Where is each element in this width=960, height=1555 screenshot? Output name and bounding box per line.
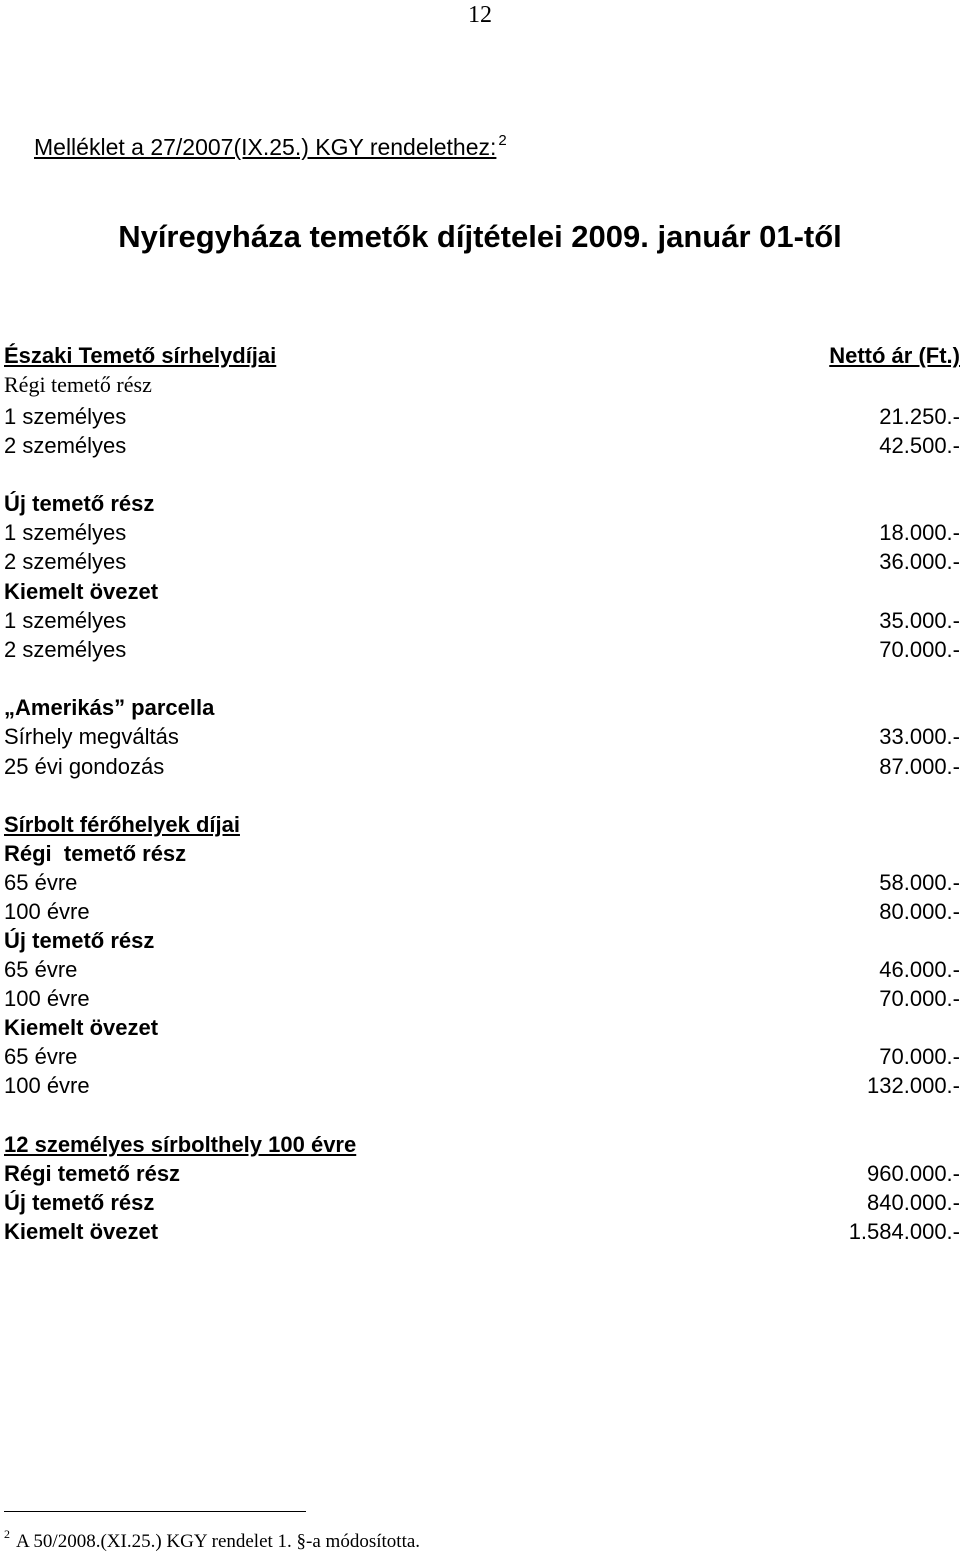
- subsection-label: Kiemelt övezet: [4, 579, 159, 604]
- item-label: 100 évre: [4, 899, 90, 924]
- item-label: 100 évre: [4, 1073, 90, 1098]
- price-row: [4, 1217, 960, 1246]
- section-heading: Északi Temető sírhelydíjai: [4, 343, 277, 368]
- item-price: 46.000.-: [879, 957, 960, 982]
- subsection-label: Új temető rész: [4, 491, 155, 516]
- subsection-label: Régi temető rész: [4, 841, 187, 866]
- item-price: 960.000.-: [867, 1161, 960, 1186]
- section-header-row: [4, 1130, 960, 1159]
- item-price: 87.000.-: [879, 754, 960, 779]
- price-row: [4, 402, 960, 431]
- item-label: 2 személyes: [4, 433, 127, 458]
- price-column-header: Nettó ár (Ft.): [829, 343, 960, 368]
- footnote-reference-mark: 2: [498, 132, 507, 149]
- price-row: [4, 1042, 960, 1071]
- subsection-row: [4, 693, 960, 722]
- price-row: [4, 1071, 960, 1100]
- price-row: [4, 752, 960, 781]
- section-header-row: [4, 810, 960, 839]
- item-label: 100 évre: [4, 986, 90, 1011]
- item-label: 2 személyes: [4, 637, 127, 662]
- price-row: [4, 1188, 960, 1217]
- subsection-label: Kiemelt övezet: [4, 1015, 159, 1040]
- item-label: Sírhely megváltás: [4, 724, 179, 749]
- item-price: 70.000.-: [879, 1044, 960, 1069]
- section-heading: Sírbolt férőhelyek díjai: [4, 812, 240, 837]
- footnote-separator: [4, 1511, 306, 1512]
- price-row: [4, 984, 960, 1013]
- footnote-mark: 2: [4, 1527, 10, 1541]
- price-row: [4, 868, 960, 897]
- subsection-label: „Amerikás” parcella: [4, 695, 215, 720]
- item-price: 35.000.-: [879, 608, 960, 633]
- item-price: 70.000.-: [879, 986, 960, 1011]
- item-price: 1.584.000.-: [848, 1219, 960, 1244]
- page-title: Nyíregyháza temetők díjtételei 2009. január 01-től: [118, 219, 842, 254]
- footnote: [4, 1521, 420, 1555]
- price-row: [4, 606, 960, 635]
- item-label: 1 személyes: [4, 404, 127, 429]
- item-label: 2 személyes: [4, 549, 127, 574]
- footnote-text: A 50/2008.(XI.25.) KGY rendelet 1. §-a módosította.: [16, 1531, 421, 1552]
- item-price: 33.000.-: [879, 724, 960, 749]
- section-header-row: [4, 341, 960, 370]
- subsection-row: [4, 577, 960, 606]
- price-row: [4, 547, 960, 576]
- item-price: 18.000.-: [879, 520, 960, 545]
- subsection-row: [4, 489, 960, 518]
- item-label: 1 személyes: [4, 608, 127, 633]
- item-label: 1 személyes: [4, 520, 127, 545]
- item-label: Kiemelt övezet: [4, 1219, 159, 1244]
- price-row: [4, 955, 960, 984]
- item-price: 70.000.-: [879, 637, 960, 662]
- subsection-row: [4, 839, 960, 868]
- item-label: Régi temető rész: [4, 1161, 181, 1186]
- price-row: [4, 431, 960, 460]
- item-price: 132.000.-: [867, 1073, 960, 1098]
- subsection-row: [4, 926, 960, 955]
- item-label: 25 évi gondozás: [4, 754, 165, 779]
- section-heading: 12 személyes sírbolthely 100 évre: [4, 1132, 357, 1157]
- subsection-row: [4, 1013, 960, 1042]
- page-number: 12: [468, 2, 492, 28]
- annex-reference: [34, 126, 507, 162]
- item-price: 80.000.-: [879, 899, 960, 924]
- subsection-label: Régi temető rész: [4, 372, 152, 397]
- price-row: [4, 897, 960, 926]
- item-price: 21.250.-: [879, 404, 960, 429]
- price-row: [4, 518, 960, 547]
- annex-reference-text: Melléklet a 27/2007(IX.25.) KGY rendelethez:: [34, 134, 497, 160]
- item-label: Új temető rész: [4, 1190, 155, 1215]
- price-row: [4, 635, 960, 664]
- item-label: 65 évre: [4, 870, 78, 895]
- item-label: 65 évre: [4, 1044, 78, 1069]
- subsection-label: Új temető rész: [4, 928, 155, 953]
- item-price: 840.000.-: [867, 1190, 960, 1215]
- item-price: 42.500.-: [879, 433, 960, 458]
- item-label: 65 évre: [4, 957, 78, 982]
- item-price: 36.000.-: [879, 549, 960, 574]
- price-row: [4, 1159, 960, 1188]
- subsection-row: [4, 370, 960, 399]
- item-price: 58.000.-: [879, 870, 960, 895]
- price-row: [4, 722, 960, 751]
